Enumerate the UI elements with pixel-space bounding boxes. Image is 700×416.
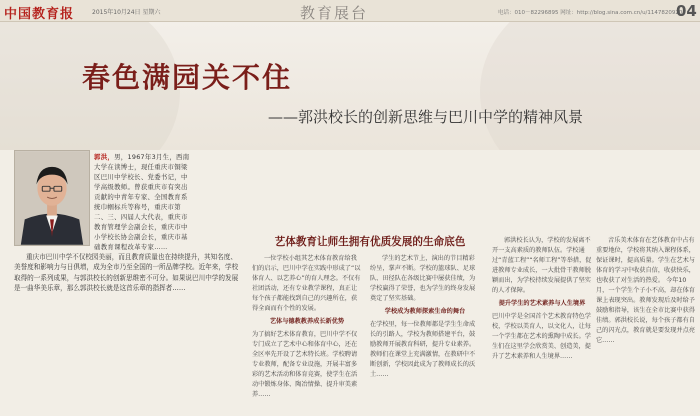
column-paragraph: 一位学校小组其艺术体育教育给我们的启示，巴川中学在实践中形成了“以体育人、以艺养心”的育人理念。不仅有社团活动，还有专业教学课程，真正让每个孩子都能找到自己的兴趣所在，获得全面而有个性的发展。 xyxy=(252,255,361,312)
masthead xyxy=(0,0,700,22)
page-headline: 春色满园关不住 xyxy=(82,61,293,94)
text-column-2 xyxy=(370,254,480,414)
column-paragraph: 巴川中学是全国首个艺术教育特色学校，学校以美育人，以文化人，让每一个学生都在艺术的熏陶中成长。学生们在这里学会欣赏美、创造美，提升了艺术素养和人生境界…… xyxy=(492,313,591,360)
column-subheading: 学校成为教师探索生命的舞台 xyxy=(384,308,466,315)
page-subheadline: ——郭洪校长的创新思维与巴川中学的精神风景 xyxy=(268,108,584,126)
column-paragraph: 今年10月，一个学生个子小不高，却在体育课上表现突出。教师发现后及时给予鼓励和指导，该生在全市比赛中获得佳绩。郭洪校长说，每个孩子都有自己的闪光点，教育就是要发现并点亮它…… xyxy=(596,277,695,344)
portrait-illustration xyxy=(15,151,89,245)
column-paragraph: 音乐美术体育在艺体教育中占有重要地位，学校将其纳入课程体系，保证课时，提高质量。学生在艺术与体育的学习中收获自信，收获快乐，也收获了对生活的热爱。 xyxy=(596,237,695,284)
newspaper-logo: 中国教育报 xyxy=(4,7,75,22)
column-subheading: 提升学生的艺术素养与人生境界 xyxy=(498,300,586,307)
contact-info: 电话：010－82296895 网址：http://blog.sina.com.cn/u/1147820920 xyxy=(498,10,683,16)
decorative-wash-2 xyxy=(480,22,700,150)
text-column-3 xyxy=(492,236,592,414)
column-paragraph: 为了搞好艺术体育教育，巴川中学不仅专门成立了艺术中心和体育中心，还在全区率先开设了艺术特长班。学校聘请专业教师，配备专业设施，开展丰富多彩的艺术活动和体育竞赛，使学生在活动中锻炼身体、陶冶情操、提升审美素养…… xyxy=(252,331,358,398)
principal-bio xyxy=(94,152,190,252)
page-number: 04 xyxy=(676,2,697,20)
principal-name: 郭洪， xyxy=(94,153,115,161)
article-body xyxy=(0,150,700,416)
principal-photo xyxy=(14,150,90,246)
bio-text: 男，1967年3月生，西南大学在读博士，现任重庆市铜梁区巴川中学校长、党委书记，中学高级教师。曾获重庆市有突出贡献的中青年专家、全国教育系统巾帼标兵等称号，重庆市第二、三、四届人大代表，重庆市教育管理学会副会长，重庆市中小学校长协会副会长，重庆市基础教育课程改革专家…… xyxy=(94,153,190,251)
date-line: 2015年10月24日 星期六 xyxy=(92,9,161,16)
article-title: 艺体教育让师生拥有优质发展的生命底色 xyxy=(274,236,466,248)
text-column-4 xyxy=(596,236,696,414)
text-column-1 xyxy=(252,254,362,414)
intro-paragraph: 重庆市巴川中学不仅校园美丽，而且教育质量也在持续提升，其知名度、美誉度和影响力与日俱增，成为全市乃至全国的一所品牌学校。近年来，学校取得的一系列成果，与郭洪校长的创新思维密不可分。如果说巴川中学的发展是一曲华美乐章，那么郭洪校长就是这首乐章的指挥者…… xyxy=(14,253,239,293)
column-subheading: 艺体与德教教养成长新优势 xyxy=(269,318,345,325)
column-title: 教育展台 xyxy=(300,4,369,22)
column-paragraph: 郭洪校长认为，学校的发展离不开一支高素质的教师队伍。学校通过“青蓝工程”“名师工程”等举措，促进教师专业成长，一大批骨干教师脱颖而出，为学校持续发展提供了坚实的人才保障。 xyxy=(492,237,592,294)
column-paragraph: 在学校里，每一位教师都是学生生命成长的引路人，学校为教师搭建平台，鼓励教师开展教育科研，提升专业素养。教师们在课堂上充满激情，在教研中不断创新，学校因此成为了教师成长的沃土…… xyxy=(370,321,476,378)
column-paragraph: 学生的艺术节上，演出的节目精彩纷呈，掌声不断。学校的篮球队、足球队、田径队在各级比赛中屡获佳绩，为学校赢得了荣誉，也为学生的终身发展奠定了坚实基础。 xyxy=(370,255,476,302)
hero-banner xyxy=(0,22,700,150)
